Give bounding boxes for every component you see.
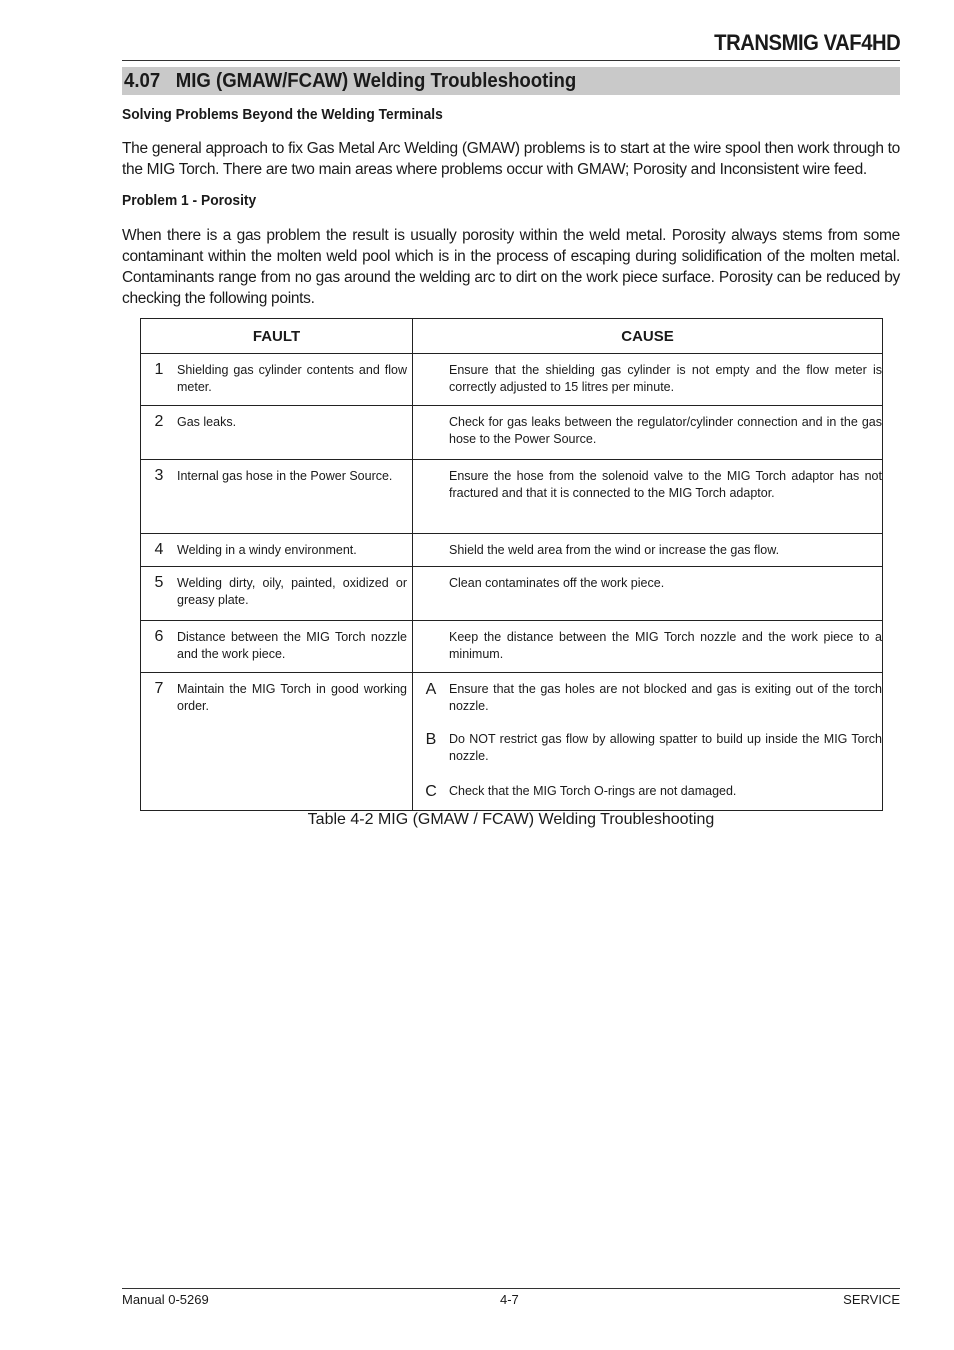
cause-item bbox=[413, 468, 882, 502]
cause-text: Do NOT restrict gas flow by allowing spatter to build up inside the MIG Torch nozzle. bbox=[449, 732, 882, 763]
document-title: TRANSMIG VAF4HD bbox=[713, 30, 900, 55]
cause-item bbox=[413, 414, 882, 448]
footer-page-number: 4-7 bbox=[500, 1292, 519, 1307]
cause-letter bbox=[413, 468, 449, 502]
cause-cell bbox=[413, 567, 883, 621]
cause-item bbox=[413, 542, 882, 559]
fault-text: Welding in a windy environment. bbox=[177, 543, 357, 557]
fault-number: 5 bbox=[154, 574, 164, 591]
cause-cell bbox=[413, 460, 883, 534]
header-rule bbox=[122, 60, 900, 61]
fault-cell bbox=[141, 534, 413, 567]
fault-number: 4 bbox=[154, 541, 164, 558]
footer-rule bbox=[122, 1288, 900, 1289]
cause-item bbox=[413, 783, 882, 800]
cause-text: Ensure that the gas holes are not blocked and gas is exiting out of the torch nozzle. bbox=[449, 682, 882, 713]
footer-manual-number: Manual 0-5269 bbox=[122, 1292, 209, 1307]
fault-text: Gas leaks. bbox=[177, 415, 237, 429]
table-caption: Table 4-2 MIG (GMAW / FCAW) Welding Troubleshooting bbox=[307, 811, 715, 828]
cause-letter bbox=[413, 362, 449, 396]
fault-number: 7 bbox=[154, 680, 164, 697]
cause-letter: A bbox=[425, 681, 437, 698]
cause-text: Shield the weld area from the wind or increase the gas flow. bbox=[449, 543, 780, 557]
table-row bbox=[141, 534, 883, 567]
cause-cell bbox=[413, 621, 883, 673]
fault-text: Internal gas hose in the Power Source. bbox=[177, 469, 393, 483]
section-heading bbox=[122, 67, 900, 95]
cause-item bbox=[413, 681, 882, 715]
cause-text: Clean contaminates off the work piece. bbox=[449, 576, 665, 590]
cause-letter bbox=[413, 629, 449, 663]
table-row bbox=[141, 567, 883, 621]
cause-text: Ensure that the shielding gas cylinder is not empty and the flow meter is correctly adjusted to 15 litres per minute. bbox=[449, 363, 882, 394]
fault-text: Maintain the MIG Torch in good working order. bbox=[177, 682, 407, 713]
fault-cell bbox=[141, 354, 413, 406]
cause-cell bbox=[413, 354, 883, 406]
cause-text: Ensure the hose from the solenoid valve to the MIG Torch adaptor has not fractured and that it is connected to the MIG Torch adaptor. bbox=[449, 469, 882, 500]
fault-number: 3 bbox=[154, 467, 164, 484]
fault-cell bbox=[141, 460, 413, 534]
table-row bbox=[141, 621, 883, 673]
cause-text: Check that the MIG Torch O-rings are not damaged. bbox=[449, 784, 737, 798]
cause-cell bbox=[413, 534, 883, 567]
fault-text: Shielding gas cylinder contents and flow meter. bbox=[177, 363, 407, 394]
cause-letter bbox=[413, 542, 449, 559]
fault-text: Welding dirty, oily, painted, oxidized or greasy plate. bbox=[177, 576, 407, 607]
cause-item bbox=[413, 731, 882, 765]
table-row bbox=[141, 354, 883, 406]
fault-number: 1 bbox=[154, 361, 164, 378]
fault-cell bbox=[141, 673, 413, 811]
fault-number: 6 bbox=[154, 628, 164, 645]
cause-text: Check for gas leaks between the regulator/cylinder connection and in the gas hose to the Power Source. bbox=[449, 415, 882, 446]
table-header-row bbox=[141, 319, 883, 354]
footer-section-name: SERVICE bbox=[843, 1292, 900, 1307]
table-row bbox=[141, 673, 883, 811]
subheading-welding-terminals: Solving Problems Beyond the Welding Terminals bbox=[122, 106, 443, 123]
porosity-paragraph: When there is a gas problem the result is usually porosity within the weld metal. Porosity always stems from some contaminant within the molten weld pool which is in the process of escaping during solidification of the molten metal. Contaminants range from no gas around the welding arc to dirt on the work piece surface. Porosity can be reduced by checking the following points. bbox=[122, 227, 900, 307]
subheading-porosity: Problem 1 - Porosity bbox=[122, 192, 257, 209]
fault-text: Distance between the MIG Torch nozzle and the work piece. bbox=[177, 630, 407, 661]
cause-cell bbox=[413, 673, 883, 811]
fault-number: 2 bbox=[154, 413, 164, 430]
fault-cell bbox=[141, 567, 413, 621]
column-header-fault: FAULT bbox=[141, 319, 413, 354]
cause-letter: B bbox=[425, 731, 437, 748]
cause-letter bbox=[413, 575, 449, 592]
fault-cell bbox=[141, 621, 413, 673]
cause-text: Keep the distance between the MIG Torch nozzle and the work piece to a minimum. bbox=[449, 630, 882, 661]
intro-paragraph: The general approach to fix Gas Metal Arc Welding (GMAW) problems is to start at the wire spool then work through to the MIG Torch. There are two main areas where problems occur with GMAW; Porosity and Inconsistent wire feed. bbox=[122, 140, 900, 178]
fault-cell bbox=[141, 406, 413, 460]
column-header-cause: CAUSE bbox=[413, 319, 883, 354]
troubleshooting-table bbox=[140, 318, 883, 811]
table-row bbox=[141, 460, 883, 534]
section-heading-text: 4.07 MIG (GMAW/FCAW) Welding Troubleshooting bbox=[124, 70, 577, 92]
cause-item bbox=[413, 575, 882, 592]
cause-item bbox=[413, 629, 882, 663]
cause-letter: C bbox=[425, 783, 437, 800]
cause-letter bbox=[413, 414, 449, 448]
cause-item bbox=[413, 362, 882, 396]
cause-cell bbox=[413, 406, 883, 460]
table-row bbox=[141, 406, 883, 460]
